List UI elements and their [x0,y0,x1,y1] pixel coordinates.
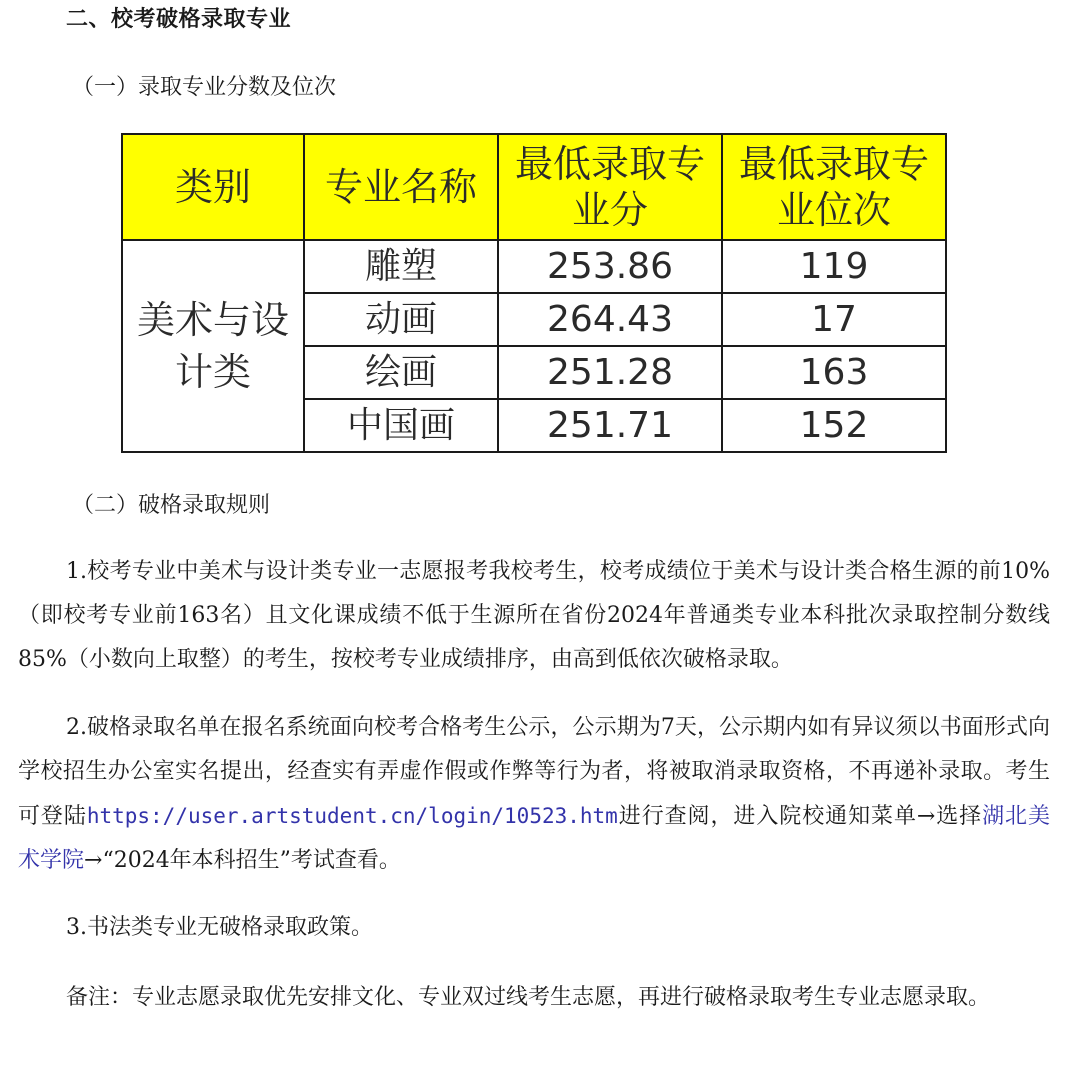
score-cell: 264.43 [498,293,722,346]
rule-paragraph-1: 1.校考专业中美术与设计类专业一志愿报考我校考生，校考成绩位于美术与设计类合格生源的前10%（即校考专业前163名）且文化课成绩不低于生源所在省份2024年普通类专业本科批次录取控制分数线85%（小数向上取整）的考生，按校考专业成绩排序，由高到低依次破格录取。 [18,559,1050,672]
rank-cell: 17 [722,293,946,346]
table-header-row [122,134,946,240]
hubei-academy-link[interactable]: 湖北美术学院 [18,804,1050,873]
artstudent-login-link[interactable]: https://user.artstudent.cn/login/10523.htm [86,804,618,828]
rule-2-text-before: 2.破格录取名单在报名系统面向校考合格考生公示，公示期为7天，公示期内如有异议须以书面形式向学校招生办公室实名提出，经查实有弄虚作假或作弊等行为者，将被取消录取资格，不再递补录取。考生可登陆 [18,715,1050,829]
rank-cell: 152 [722,399,946,452]
rule-paragraph-3: 3.书法类专业无破格录取政策。 [66,915,373,940]
header-min-score: 最低录取专业分 [498,134,722,240]
note-paragraph: 备注：专业志愿录取优先安排文化、专业双过线考生志愿，再进行破格录取考生专业志愿录取。 [66,985,991,1010]
scores-subtitle: （一）录取专业分数及位次 [72,75,337,100]
score-cell: 251.28 [498,346,722,399]
rule-paragraph-2 [18,706,1050,883]
rule-2-text-after: →“2024年本科招生”考试查看。 [84,848,401,873]
header-min-rank: 最低录取专业位次 [722,134,946,240]
table-row [122,240,946,293]
major-cell: 绘画 [304,346,498,399]
rank-cell: 163 [722,346,946,399]
rules-subtitle: （二）破格录取规则 [72,493,271,518]
major-cell: 雕塑 [304,240,498,293]
section-title: 二、校考破格录取专业 [66,6,292,32]
score-cell: 251.71 [498,399,722,452]
category-cell: 美术与设计类 [122,240,304,452]
rule-2-text-middle: 进行查阅，进入院校通知菜单→选择 [617,804,983,829]
rank-cell: 119 [722,240,946,293]
major-cell: 中国画 [304,399,498,452]
score-table [121,133,947,453]
header-major: 专业名称 [304,134,498,240]
major-cell: 动画 [304,293,498,346]
score-cell: 253.86 [498,240,722,293]
header-category: 类别 [122,134,304,240]
